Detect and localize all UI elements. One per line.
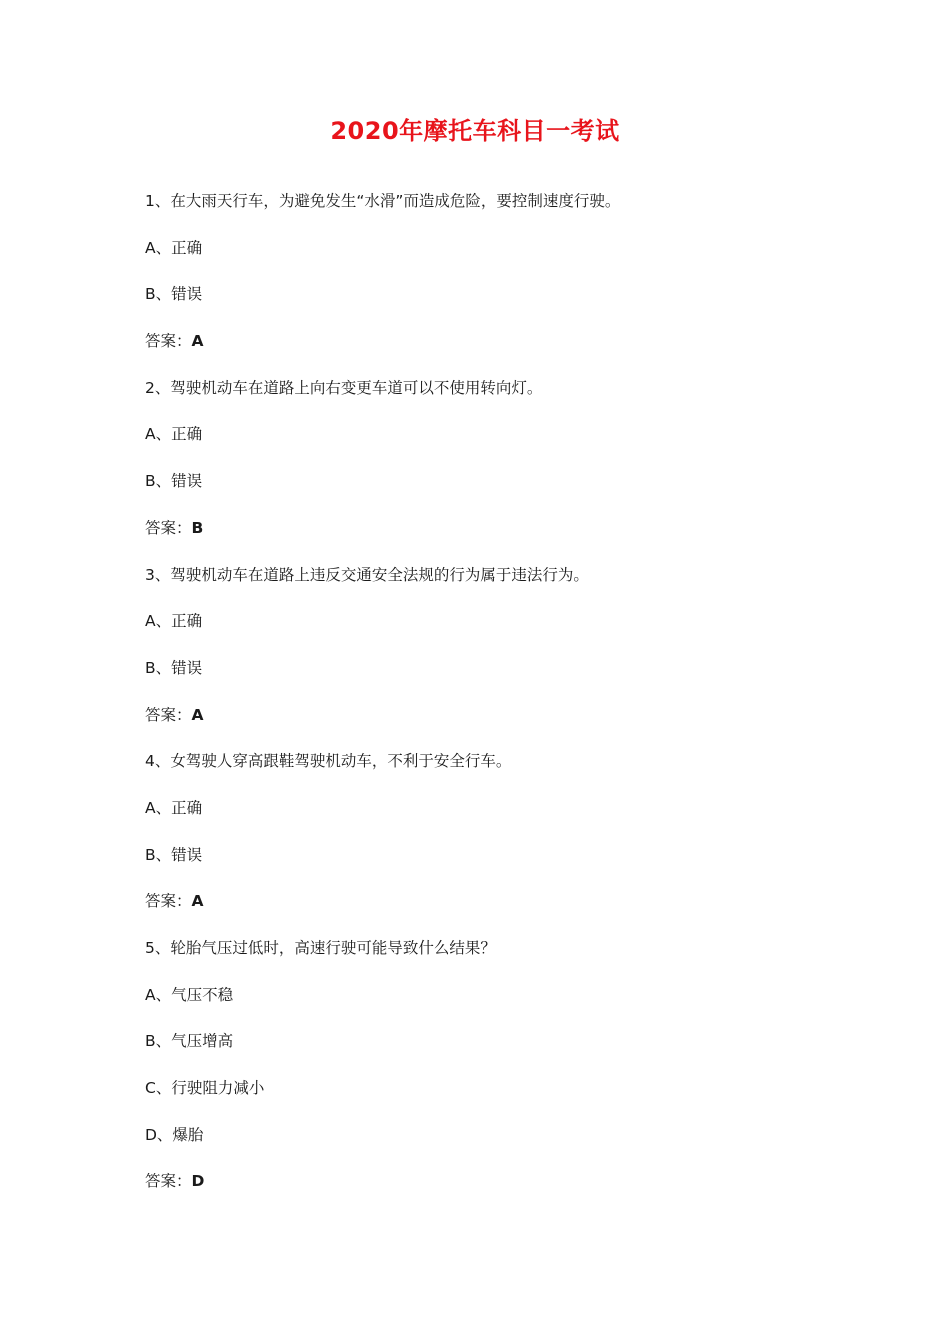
- option-b: B、错误: [145, 285, 203, 304]
- option-a: A、正确: [145, 798, 203, 817]
- option-a: A、气压不稳: [145, 985, 234, 1004]
- answer-label: 答案：: [145, 518, 192, 537]
- option-b: B、气压增高: [145, 1032, 234, 1051]
- option-b: B、错误: [145, 845, 203, 864]
- answer-label: 答案：: [145, 1172, 192, 1191]
- answer-line: [145, 517, 845, 539]
- answer-value: A: [191, 705, 204, 724]
- question-list: [145, 190, 845, 1217]
- option-a: A、正确: [145, 238, 203, 257]
- answer-line: [145, 330, 845, 352]
- option-a: A、正确: [145, 425, 203, 444]
- page-title: 2020年摩托车科目一考试: [330, 117, 620, 145]
- answer-label: 答案：: [145, 705, 192, 724]
- option-c: C、行驶阻力减小: [145, 1079, 265, 1098]
- question-stem: 3、驾驶机动车在道路上违反交通安全法规的行为属于违法行为。: [145, 565, 589, 584]
- answer-value: D: [191, 1172, 205, 1191]
- option-b: B、错误: [145, 472, 203, 491]
- answer-label: 答案：: [145, 892, 192, 911]
- option-b: B、错误: [145, 658, 203, 677]
- question-stem: 2、驾驶机动车在道路上向右变更车道可以不使用转向灯。: [145, 378, 543, 397]
- answer-line: [145, 704, 845, 726]
- answer-line: [145, 1170, 845, 1192]
- answer-label: 答案：: [145, 332, 192, 351]
- question-stem: 5、轮胎气压过低时，高速行驶可能导致什么结果？: [145, 939, 496, 957]
- option-d: D、爆胎: [145, 1125, 204, 1144]
- option-a: A、正确: [145, 612, 203, 631]
- question-stem: 4、女驾驶人穿高跟鞋驾驶机动车，不利于安全行车。: [145, 752, 512, 771]
- answer-value: B: [191, 518, 204, 537]
- question-stem: 1、在大雨天行车，为避免发生“水滑”而造成危险，要控制速度行驶。: [145, 192, 621, 210]
- answer-value: A: [191, 892, 204, 911]
- answer-value: A: [191, 332, 204, 351]
- answer-line: [145, 890, 845, 912]
